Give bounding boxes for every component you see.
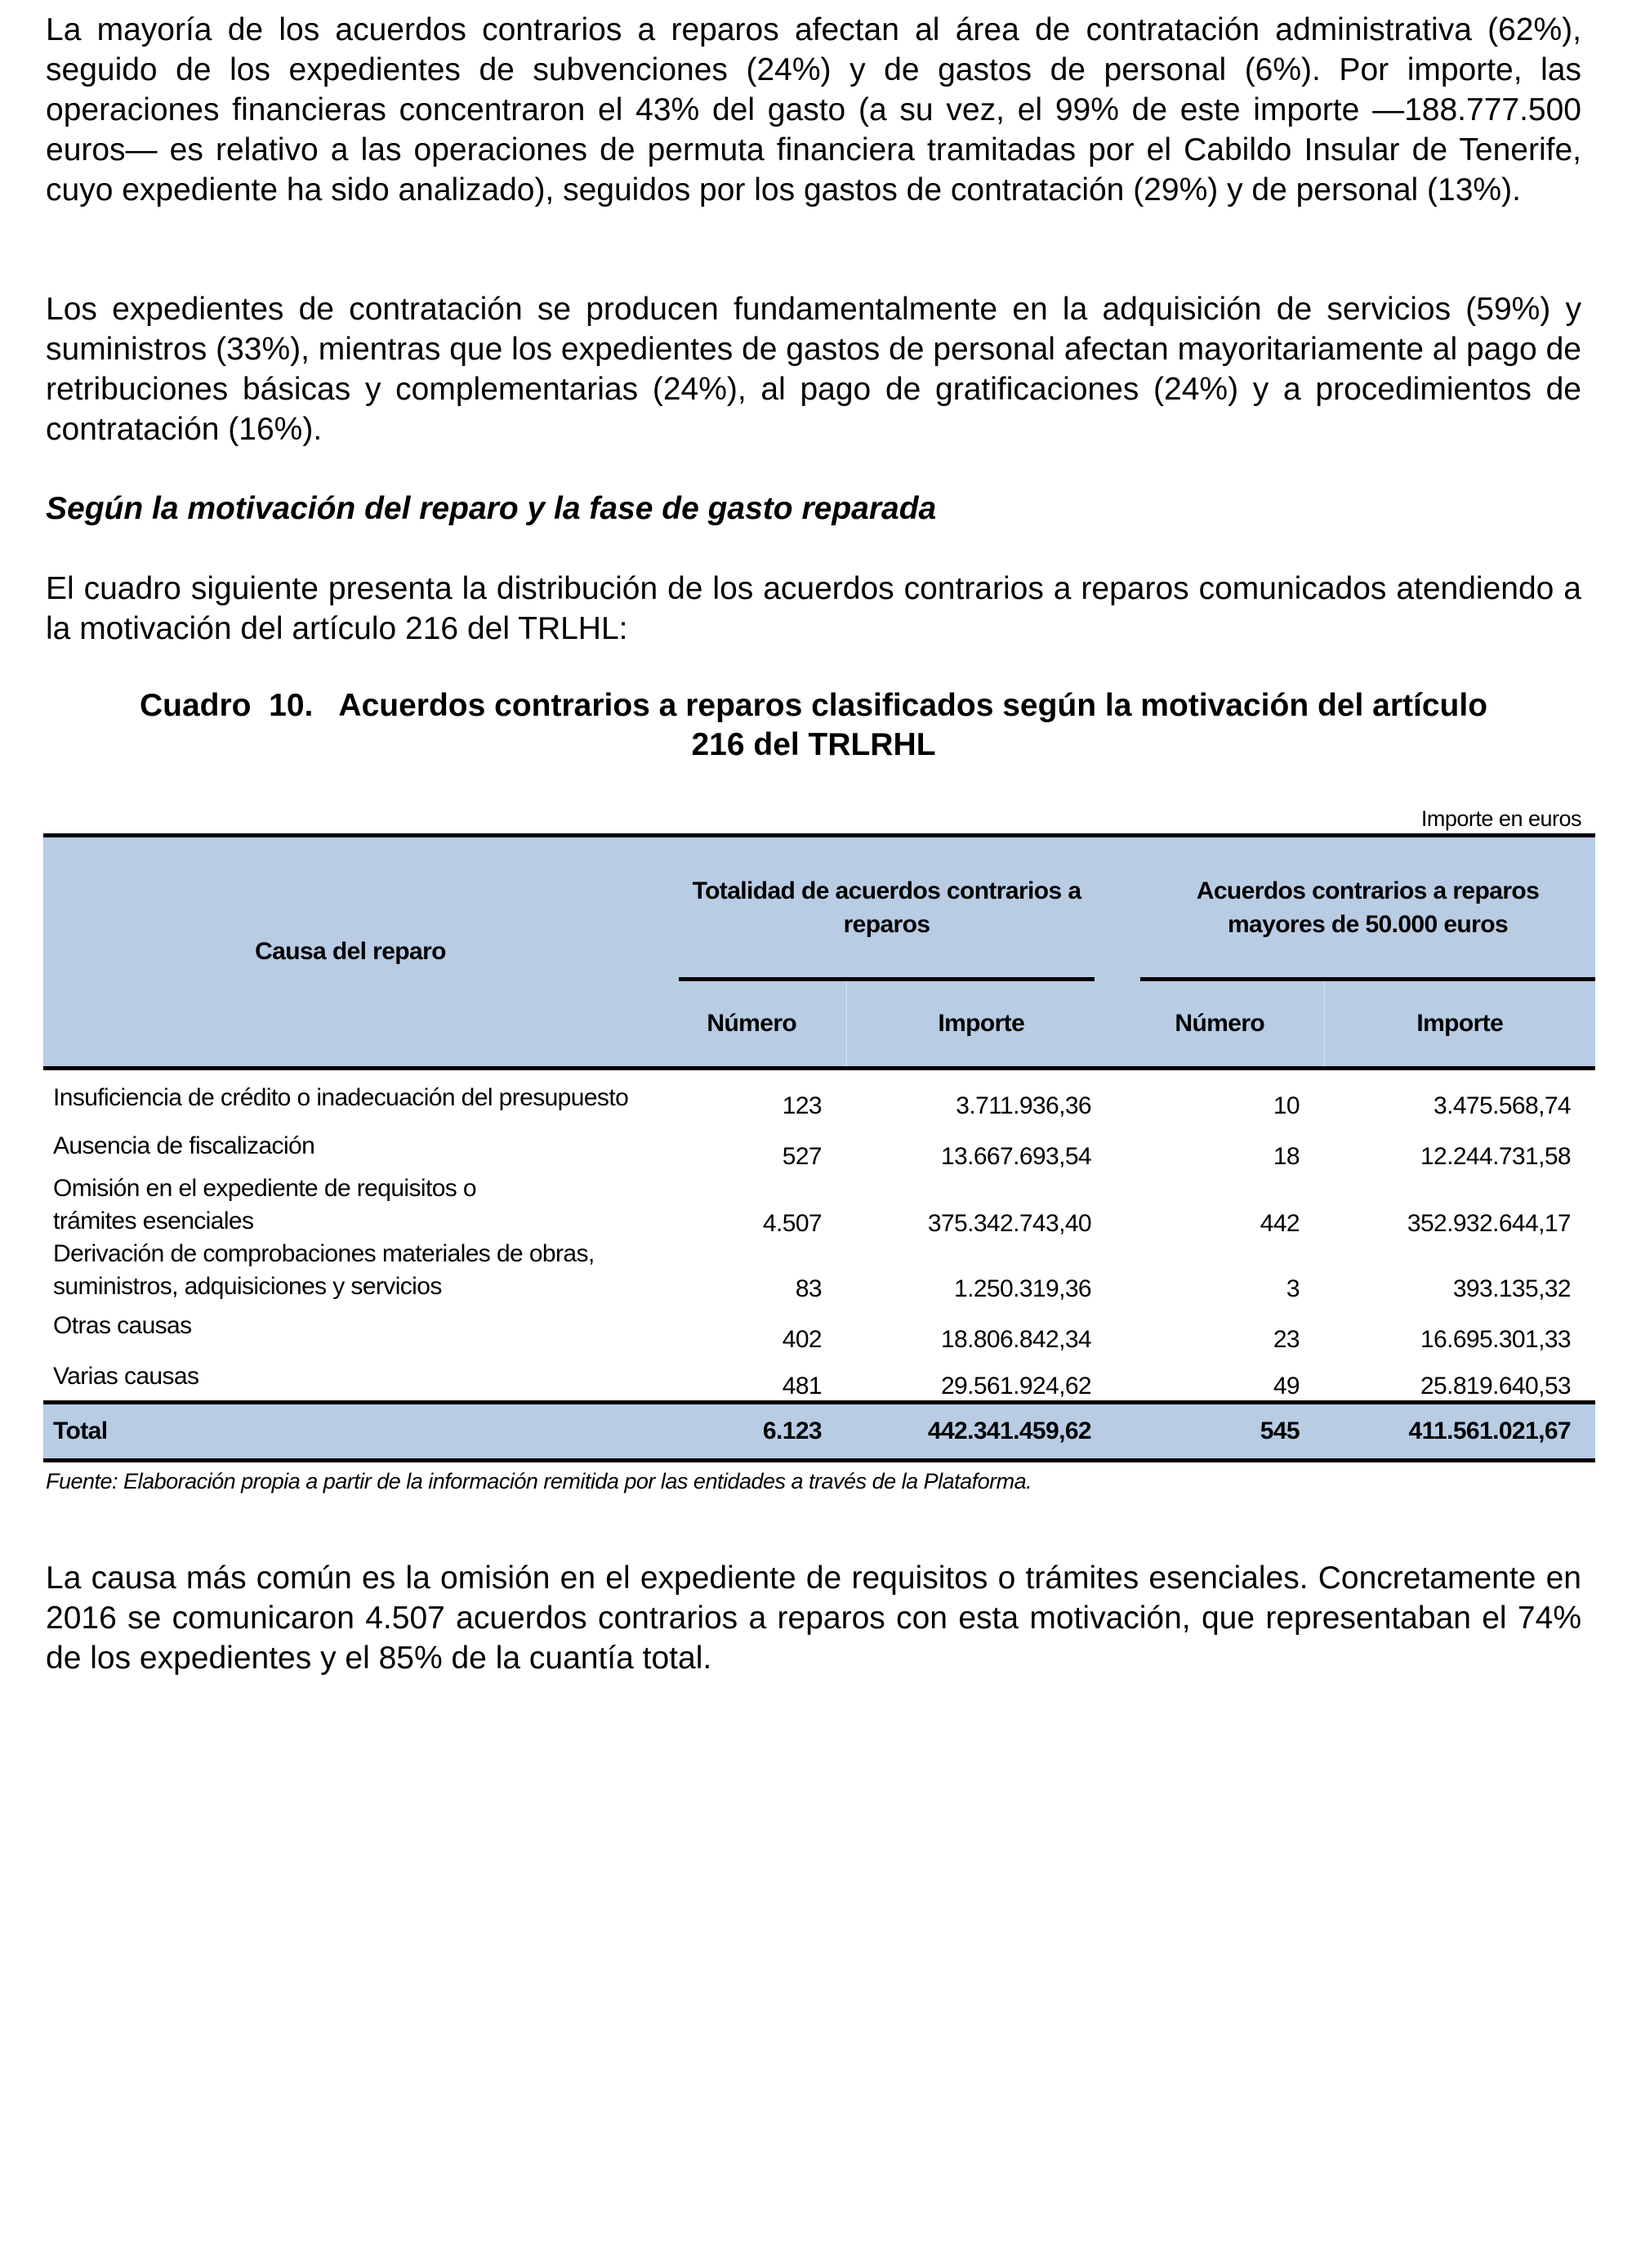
row-importe-2: 352.932.644,17 (1407, 1209, 1571, 1237)
row-numero-2: 3 (1286, 1275, 1300, 1302)
row-cause: Ausencia de fiscalización (53, 1132, 315, 1159)
row-numero-1: 481 (782, 1373, 822, 1400)
total-numero-2: 545 (1116, 1403, 1324, 1461)
paragraph-2: Los expedientes de contratación se producen fundamentalmente en la adquisición de servicios (59%) y suministros (33%), mientras que los expedientes de gastos de personal afectan mayoritariamente al pago de retribuciones básicas y complementarias (24%), al pago de gratificaciones (24%) y a procedimientos de contratación (16%). (46, 292, 1581, 447)
row-cause: Omisión en el expediente de requisitos o trámites esenciales (53, 1174, 476, 1234)
row-numero-1: 4.507 (762, 1209, 822, 1237)
row-cause: Varias causas (53, 1362, 199, 1390)
total-label: Total (43, 1403, 658, 1461)
table-row (43, 1120, 1595, 1171)
row-numero-2: 10 (1273, 1092, 1300, 1119)
row-numero-1: 83 (795, 1275, 822, 1302)
table-header (43, 836, 1595, 1069)
row-importe-1: 13.667.693,54 (940, 1142, 1091, 1170)
row-cause: Insuficiencia de crédito o inadecuación del presupuesto (53, 1084, 629, 1111)
header-importe-1: Importe (846, 981, 1116, 1069)
header-numero-1: Número (658, 981, 846, 1069)
row-importe-2: 25.819.640,53 (1420, 1373, 1571, 1400)
header-importe-2: Importe (1324, 981, 1595, 1069)
table-row (43, 1303, 1595, 1354)
total-numero-1: 6.123 (658, 1403, 846, 1461)
unit-note: Importe en euros (1420, 806, 1581, 831)
row-importe-2: 393.135,32 (1452, 1275, 1571, 1302)
row-numero-2: 18 (1273, 1142, 1300, 1170)
table-caption (46, 686, 1581, 765)
row-importe-1: 3.711.936,36 (956, 1092, 1091, 1119)
row-importe-1: 18.806.842,34 (940, 1325, 1091, 1353)
row-importe-1: 1.250.319,36 (954, 1275, 1091, 1302)
reparos-table (43, 833, 1595, 1462)
row-numero-1: 402 (782, 1325, 822, 1353)
row-importe-1: 375.342.743,40 (927, 1209, 1091, 1237)
row-importe-2: 3.475.568,74 (1434, 1092, 1571, 1119)
row-importe-2: 12.244.731,58 (1420, 1142, 1571, 1170)
row-importe-2: 16.695.301,33 (1420, 1325, 1571, 1353)
row-cause: Otras causas (53, 1311, 192, 1339)
row-numero-1: 123 (782, 1092, 822, 1119)
header-numero-2: Número (1116, 981, 1324, 1069)
paragraph-3: El cuadro siguiente presenta la distribución de los acuerdos contrarios a reparos comunicados atendiendo a la motivación del artículo 216 del TRLHL: (46, 571, 1581, 646)
row-numero-1: 527 (782, 1142, 822, 1170)
total-importe-2: 411.561.021,67 (1324, 1403, 1595, 1461)
header-cause: Causa del reparo (43, 836, 658, 1069)
header-group-total-label: Totalidad de acuerdos contrarios a reparos (679, 837, 1095, 981)
table-row (43, 1069, 1595, 1120)
paragraph-1: La mayoría de los acuerdos contrarios a reparos afectan al área de contratación administrativa (62%), seguido de los expedientes de subvenciones (24%) y de gastos de personal (6%). Por importe, las operaciones financieras concentraron el 43% del gasto (a su vez, el 99% de este importe —188.777.500 euros— es relativo a las operaciones de permuta financiera tramitadas por el Cabildo Insular de Tenerife, cuyo expediente ha sido analizado), seguidos por los gastos de contratación (29%) y de personal (13%). (46, 12, 1581, 208)
total-row (43, 1403, 1595, 1461)
table-caption-line-1: Cuadro 10. Acuerdos contrarios a reparos clasificados según la motivación del artículo (139, 688, 1488, 723)
table-source-note: Fuente: Elaboración propia a partir de la información remitida por las entidades a través de la Plataforma. (46, 1469, 1032, 1493)
header-group-total (658, 836, 1116, 982)
table-body (43, 1069, 1595, 1461)
row-importe-1: 29.561.924,62 (940, 1373, 1091, 1400)
paragraph-4: La causa más común es la omisión en el expediente de requisitos o trámites esenciales. Concretamente en 2016 se comunicaron 4.507 acuerdos contrarios a reparos con esta motivación, que representaban el 74% de los expedientes y el 85% de la cuantía total. (46, 1560, 1581, 1676)
table-row (43, 1354, 1595, 1403)
row-cause: Derivación de comprobaciones materiales de obras, suministros, adquisiciones y servicios (53, 1239, 595, 1300)
header-group-over50k (1116, 836, 1595, 982)
table-caption-line-2: 216 del TRLRHL (691, 727, 936, 762)
row-numero-2: 442 (1260, 1209, 1300, 1237)
row-numero-2: 49 (1273, 1373, 1300, 1400)
header-group-over50k-label: Acuerdos contrarios a reparos mayores de 50.000 euros (1140, 837, 1595, 981)
section-subheading: Según la motivación del reparo y la fase de gasto reparada (46, 491, 937, 526)
table-row (43, 1238, 1595, 1303)
total-importe-1: 442.341.459,62 (846, 1403, 1116, 1461)
table-row (43, 1171, 1595, 1238)
row-numero-2: 23 (1273, 1325, 1300, 1353)
